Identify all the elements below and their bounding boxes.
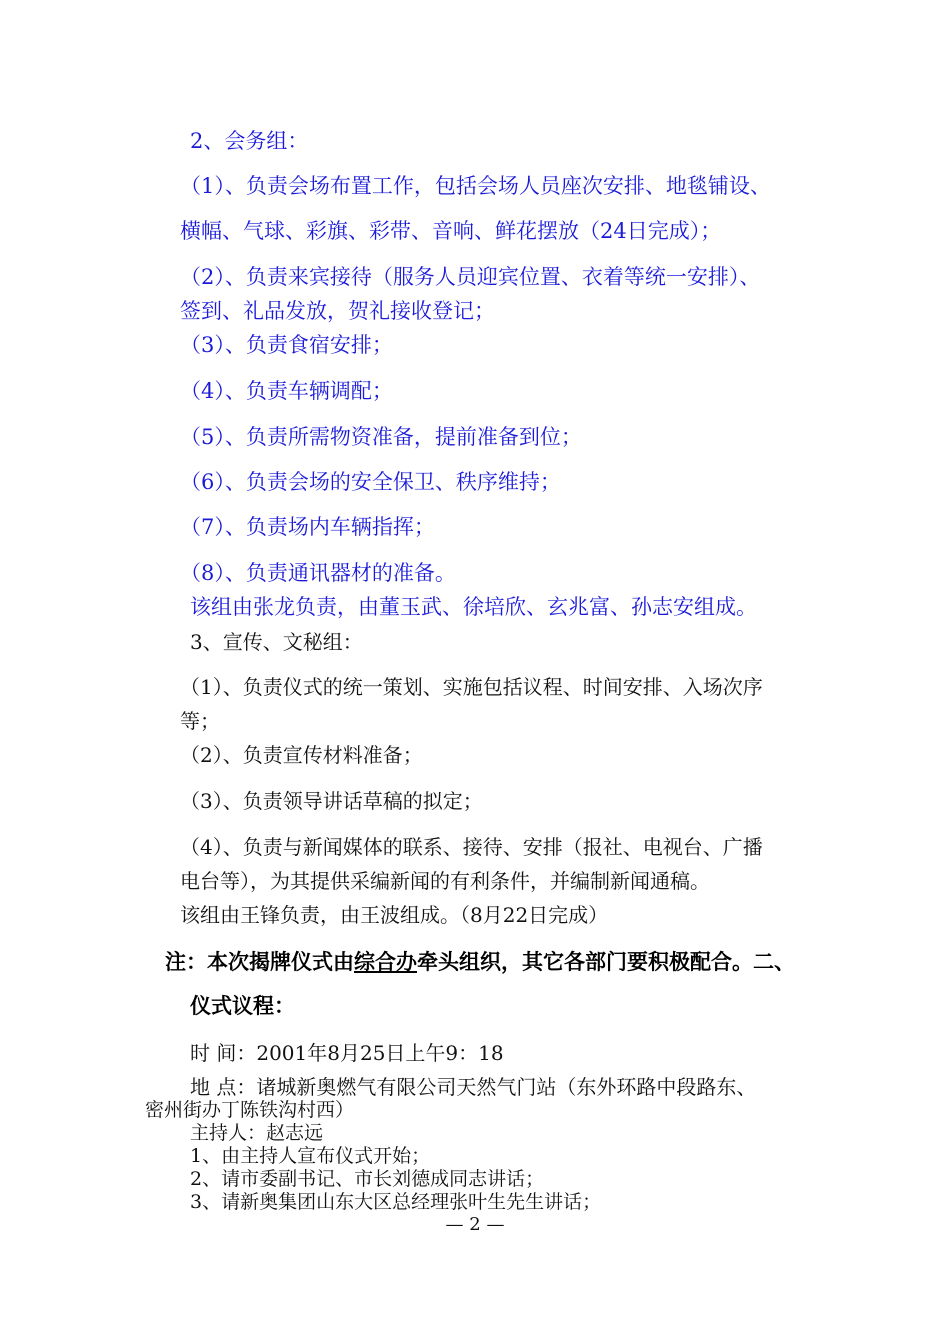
section3-item2: （2）、负责宣传材料准备；: [180, 743, 423, 767]
section2-item1-line2: 横幅、气球、彩旗、彩带、音响、鲜花摆放（24日完成）；: [180, 219, 722, 243]
agenda-step3: 3、请新奥集团山东大区总经理张叶生先生讲话；: [190, 1191, 602, 1213]
section2-item3: （3）、负责食宿安排；: [180, 333, 393, 357]
section2-item1-line1: （1）、负责会场布置工作，包括会场人员座次安排、地毯铺设、: [180, 174, 771, 198]
section2-heading: 2、会务组：: [190, 129, 309, 153]
note-prefix: 注：本次揭牌仪式由: [165, 950, 354, 974]
section2-item8: （8）、负责通讯器材的准备。: [180, 561, 456, 585]
section2-item4: （4）、负责车辆调配；: [180, 379, 393, 403]
section2-item5: （5）、负责所需物资准备，提前准备到位；: [180, 425, 582, 449]
note-line: [165, 952, 795, 973]
agenda-place-line2: 密州街办丁陈铁沟村西）: [145, 1099, 355, 1121]
section3-heading: 3、宣传、文秘组：: [190, 630, 363, 654]
section2-item7: （7）、负责场内车辆指挥；: [180, 515, 435, 539]
page-number: — 2 —: [445, 1214, 505, 1235]
section2-item6: （6）、负责会场的安全保卫、秩序维持；: [180, 470, 561, 494]
section3-item4-line1: （4）、负责与新闻媒体的联系、接待、安排（报社、电视台、广播: [180, 835, 763, 859]
section2-members: 该组由张龙负责，由董玉武、徐培欣、玄兆富、孙志安组成。: [190, 595, 757, 619]
agenda-host: 主持人：赵志远: [190, 1122, 324, 1144]
agenda-time: 时 间：2001年8月25日上午9：18: [190, 1041, 504, 1065]
agenda-step2: 2、请市委副书记、市长刘德成同志讲话；: [190, 1168, 545, 1190]
agenda-step1: 1、由主持人宣布仪式开始；: [190, 1145, 431, 1167]
section3-members: 该组由王锋负责，由王波组成。（8月22日完成）: [180, 903, 609, 927]
agenda-title: 仪式议程：: [190, 994, 295, 1018]
note-underlined: 综合办: [354, 950, 417, 974]
section3-item3: （3）、负责领导讲话草稿的拟定；: [180, 789, 483, 813]
section2-item2-line2: 签到、礼品发放，贺礼接收登记；: [180, 299, 495, 323]
agenda-place-line1: 地 点：诸城新奥燃气有限公司天然气门站（东外环路中段路东、: [190, 1075, 757, 1099]
section3-item4-line2: 电台等），为其提供采编新闻的有利条件，并编制新闻通稿。: [180, 869, 710, 893]
section2-item2-line1: （2）、负责来宾接待（服务人员迎宾位置、衣着等统一安排）、: [180, 265, 761, 289]
section3-item1-line2: 等；: [180, 709, 220, 733]
note-suffix: 牵头组织，其它各部门要积极配合。二、: [417, 950, 795, 974]
section3-item1-line1: （1）、负责仪式的统一策划、实施包括议程、时间安排、入场次序: [180, 675, 763, 699]
